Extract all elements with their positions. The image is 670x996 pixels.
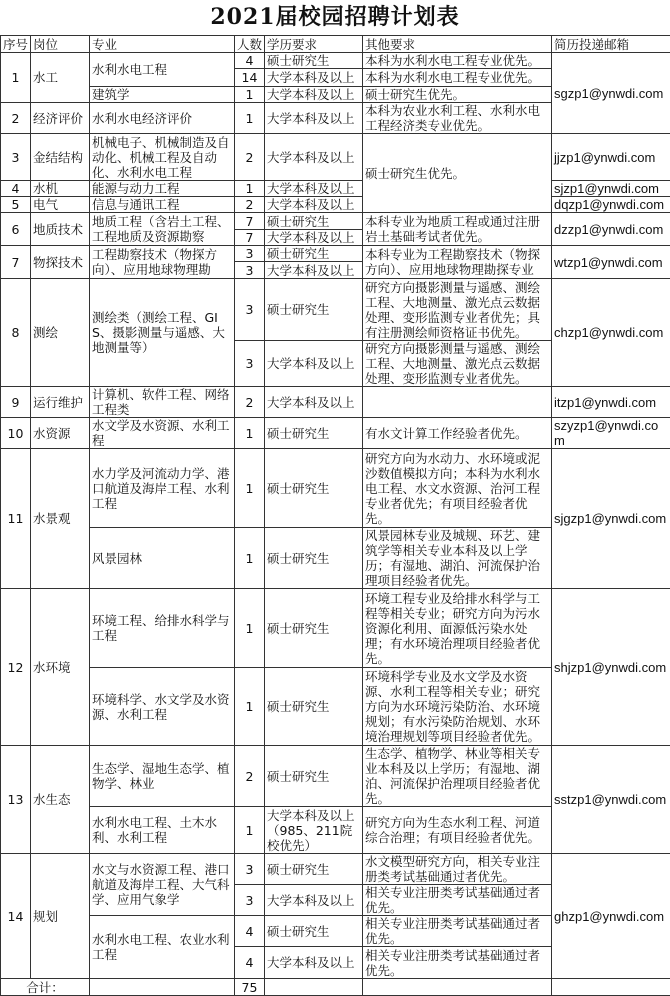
row-count: 3	[235, 885, 265, 916]
row-no: 11	[1, 449, 31, 589]
row-email[interactable]: wtzp1@ynwdi.com	[552, 246, 670, 279]
row-edu: 大学本科及以上	[265, 134, 363, 181]
row-count: 1	[235, 181, 265, 197]
total-row	[1, 979, 670, 996]
row-edu: 大学本科及以上	[265, 181, 363, 197]
row-major: 信息与通讯工程	[90, 197, 235, 213]
row-post: 地质技术	[31, 213, 90, 246]
row-count: 4	[235, 53, 265, 69]
row-edu: 硕士研究生	[265, 449, 363, 528]
table-row	[1, 746, 670, 807]
table-row	[1, 854, 670, 885]
row-major: 计算机、软件工程、网络工程类	[90, 387, 235, 418]
row-major: 水利水电工程、土木水利、水利工程	[90, 807, 235, 854]
row-no: 7	[1, 246, 31, 279]
row-other: 环境科学专业及水文学及水资源、水利工程等相关专业；研究方向为水环境污染防治、水环境规划；有水污染防治规划、水环境治理规划等项目经验者优先。	[363, 668, 552, 746]
header-edu: 学历要求	[265, 36, 363, 53]
row-count: 7	[235, 213, 265, 230]
row-edu: 大学本科及以上	[265, 885, 363, 916]
row-post: 物探技术	[31, 246, 90, 279]
row-email[interactable]: sstzp1@ynwdi.com	[552, 746, 670, 854]
total-empty	[363, 979, 552, 996]
row-post: 规划	[31, 854, 90, 979]
row-email[interactable]: ghzp1@ynwdi.com	[552, 854, 670, 979]
row-edu: 硕士研究生	[265, 746, 363, 807]
row-email[interactable]: itzp1@ynwdi.com	[552, 387, 670, 418]
row-count: 4	[235, 947, 265, 979]
row-other: 本科专业为地质工程或通过注册岩土基础考试者优先。	[365, 214, 549, 244]
table-row	[1, 197, 670, 213]
row-post: 运行维护	[31, 387, 90, 418]
header-no: 序号	[1, 36, 31, 53]
row-major: 生态学、湿地生态学、植物学、林业	[90, 746, 235, 807]
row-other: 研究方向摄影测量与遥感、测绘工程、大地测量、激光点云数据处理、变形监测专业者优先。	[363, 341, 552, 387]
row-other: 环境工程专业及给排水科学与工程等相关专业；研究方向为污水资源化利用、面源低污染水处理；有水环境治理项目经验者优先。	[363, 589, 552, 668]
row-other: 研究方向为生态水利工程、河道综合治理；有项目经验者优先。	[363, 807, 552, 854]
row-other: 本科为农业水利工程、水利水电工程经济类专业优先。	[363, 103, 552, 134]
row-count: 1	[235, 418, 265, 449]
page-title: 2021届校园招聘计划表	[0, 0, 670, 35]
row-edu: 硕士研究生	[265, 528, 363, 589]
row-count: 2	[235, 387, 265, 418]
table-row	[1, 449, 670, 528]
row-no: 3	[1, 134, 31, 181]
row-post: 水机	[31, 181, 90, 197]
row-edu: 硕士研究生	[265, 53, 363, 69]
row-count: 3	[235, 262, 265, 279]
total-empty	[90, 979, 235, 996]
header-other: 其他要求	[363, 36, 552, 53]
row-email[interactable]: dqzp1@ynwdi.com	[552, 197, 670, 213]
header-major: 专业	[90, 36, 235, 53]
row-major: 测绘类（测绘工程、GIS、摄影测量与遥感、大地测量等）	[90, 279, 235, 387]
table-row	[1, 279, 670, 341]
row-no: 5	[1, 197, 31, 213]
row-other: 本科为水利水电工程专业优先。	[363, 53, 552, 69]
row-post: 水环境	[31, 589, 90, 746]
row-major: 建筑学	[90, 87, 235, 103]
row-count: 3	[235, 246, 265, 262]
row-no: 2	[1, 103, 31, 134]
row-no: 12	[1, 589, 31, 746]
row-edu: 大学本科及以上	[265, 197, 363, 213]
table-row	[1, 181, 670, 197]
row-other: 风景园林专业及城规、环艺、建筑学等相关专业本科及以上学历；有湿地、湖泊、河流保护治理项目经验者优先。	[363, 528, 552, 589]
row-count: 4	[235, 916, 265, 947]
row-other: 硕士研究生优先。	[363, 87, 552, 103]
header-email: 简历投递邮箱	[552, 36, 670, 53]
row-major: 地质工程（含岩土工程、工程地质及资源勘察	[92, 214, 232, 244]
row-major: 水利水电工程	[90, 53, 235, 87]
row-post: 水工	[31, 53, 90, 103]
row-edu: 大学本科及以上（985、211院校优先）	[265, 807, 363, 854]
row-no: 14	[1, 854, 31, 979]
row-other: 生态学、植物学、林业等相关专业本科及以上学历；有湿地、湖泊、河流保护治理项目经验者优先。	[363, 746, 552, 807]
row-count: 3	[235, 854, 265, 885]
row-email[interactable]: shjzp1@ynwdi.com	[552, 589, 670, 746]
row-count: 7	[235, 230, 265, 246]
header-count: 人数	[235, 36, 265, 53]
row-major: 风景园林	[90, 528, 235, 589]
row-major: 能源与动力工程	[90, 181, 235, 197]
row-edu: 大学本科及以上	[265, 230, 363, 246]
row-major: 机械电子、机械制造及自动化、机械工程及自动化、水利水电工程	[90, 134, 235, 181]
row-edu: 硕士研究生	[265, 418, 363, 449]
row-count: 2	[235, 197, 265, 213]
table-row	[1, 387, 670, 418]
row-post: 水景观	[31, 449, 90, 589]
row-email[interactable]: sjgzp1@ynwdi.com	[552, 449, 670, 589]
row-post: 水生态	[31, 746, 90, 854]
row-other: 相关专业注册类考试基础通过者优先。	[363, 885, 552, 916]
row-no: 13	[1, 746, 31, 854]
row-other	[363, 387, 552, 418]
row-other: 硕士研究生优先。	[363, 134, 552, 213]
row-post: 经济评价	[31, 103, 90, 134]
row-count: 14	[235, 69, 265, 87]
row-edu: 大学本科及以上	[265, 387, 363, 418]
row-other: 相关专业注册类考试基础通过者优先。	[363, 916, 552, 947]
row-edu: 硕士研究生	[265, 213, 363, 230]
row-email[interactable]: sjzp1@ynwdi.com	[552, 181, 670, 197]
table-row	[1, 246, 670, 262]
total-empty	[265, 979, 363, 996]
row-edu: 硕士研究生	[265, 279, 363, 341]
row-no: 10	[1, 418, 31, 449]
total-label: 合计：	[1, 979, 90, 996]
row-major: 水文与水资源工程、港口航道及海岸工程、大气科学、应用气象学	[90, 854, 235, 916]
row-no: 9	[1, 387, 31, 418]
row-major: 水文学及水资源、水利工程	[90, 418, 235, 449]
row-major: 工程勘察技术（物探方向）、应用地球物理勘	[92, 247, 232, 277]
row-major: 水力学及河流动力学、港口航道及海岸工程、水利工程	[90, 449, 235, 528]
table-row	[1, 53, 670, 69]
row-post: 电气	[31, 197, 90, 213]
row-count: 1	[235, 103, 265, 134]
row-email[interactable]: dzzp1@ynwdi.com	[552, 213, 670, 246]
row-count: 1	[235, 589, 265, 668]
row-email[interactable]: jjzp1@ynwdi.com	[552, 134, 670, 181]
row-email[interactable]: szyzp1@ynwdi.com	[552, 418, 670, 449]
row-email[interactable]: chzp1@ynwdi.com	[552, 279, 670, 387]
row-other: 水文模型研究方向，相关专业注册类考试基础通过者优先。	[363, 854, 552, 885]
table-row	[1, 589, 670, 668]
row-other: 本科专业为工程勘察技术（物探方向）、应用地球物理勘探专业	[365, 247, 549, 277]
table-row	[1, 213, 670, 230]
header-post: 岗位	[31, 36, 90, 53]
row-count: 2	[235, 134, 265, 181]
row-edu: 大学本科及以上	[265, 947, 363, 979]
table-row	[1, 134, 670, 181]
row-edu: 硕士研究生	[265, 668, 363, 746]
header-row	[1, 36, 670, 53]
row-other: 本科为水利水电工程专业优先。	[363, 69, 552, 87]
row-other: 研究方向为水动力、水环境或泥沙数值模拟方向；本科为水利水电工程、水文水资源、治河工程专业者优先；有项目经验者优先。	[363, 449, 552, 528]
row-major: 环境工程、给排水科学与工程	[90, 589, 235, 668]
row-major: 环境科学、水文学及水资源、水利工程	[90, 668, 235, 746]
row-edu: 大学本科及以上	[265, 87, 363, 103]
row-email[interactable]: sgzp1@ynwdi.com	[552, 53, 670, 134]
row-edu: 硕士研究生	[265, 589, 363, 668]
row-major: 水利水电工程、农业水利工程	[90, 916, 235, 979]
row-count: 3	[235, 279, 265, 341]
row-other: 相关专业注册类考试基础通过者优先。	[363, 947, 552, 979]
row-count: 3	[235, 341, 265, 387]
row-no: 8	[1, 279, 31, 387]
row-no: 6	[1, 213, 31, 246]
row-count: 1	[235, 528, 265, 589]
row-count: 1	[235, 668, 265, 746]
table-row	[1, 418, 670, 449]
row-edu: 硕士研究生	[265, 854, 363, 885]
row-count: 1	[235, 449, 265, 528]
row-edu: 硕士研究生	[265, 916, 363, 947]
row-edu: 大学本科及以上	[265, 262, 363, 279]
recruitment-table	[0, 35, 670, 996]
row-count: 1	[235, 807, 265, 854]
row-edu: 硕士研究生	[265, 246, 363, 262]
row-edu: 大学本科及以上	[265, 341, 363, 387]
row-other: 研究方向摄影测量与遥感、测绘工程、大地测量、激光点云数据处理、变形监测专业者优先；具有注册测绘师资格证书优先。	[363, 279, 552, 341]
total-empty	[552, 979, 670, 996]
row-no: 4	[1, 181, 31, 197]
row-major: 水利水电经济评价	[90, 103, 235, 134]
total-count: 75	[235, 979, 265, 996]
row-count: 2	[235, 746, 265, 807]
row-no: 1	[1, 53, 31, 103]
row-post: 金结结构	[31, 134, 90, 181]
row-post: 测绘	[31, 279, 90, 387]
row-edu: 大学本科及以上	[265, 103, 363, 134]
row-post: 水资源	[31, 418, 90, 449]
row-other: 有水文计算工作经验者优先。	[363, 418, 552, 449]
row-edu: 大学本科及以上	[265, 69, 363, 87]
row-count: 1	[235, 87, 265, 103]
